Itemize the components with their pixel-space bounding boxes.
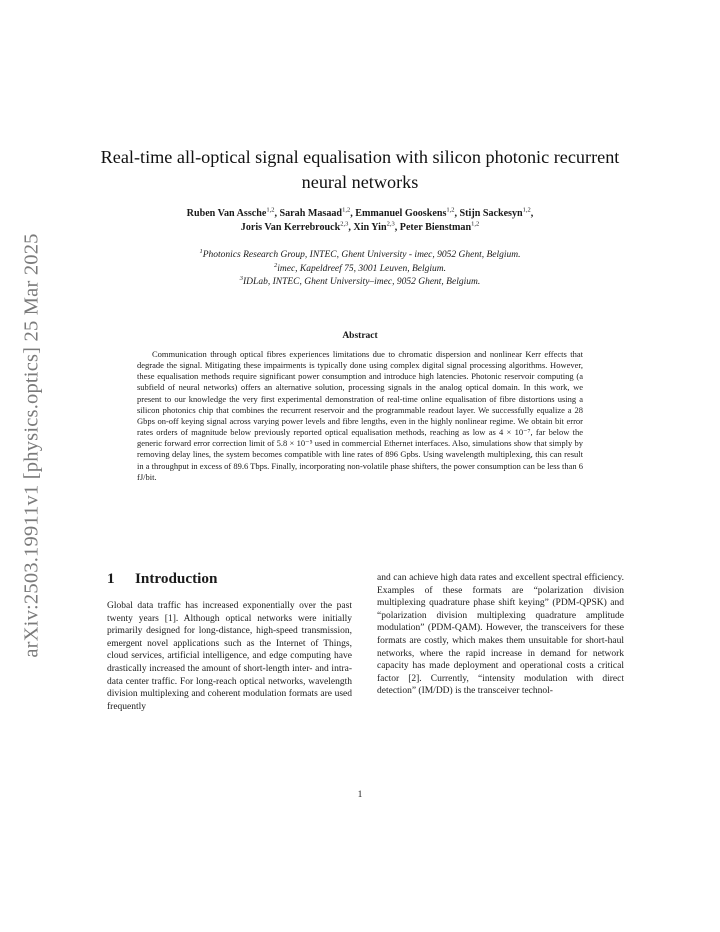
author-name: Peter Bienstman — [399, 221, 472, 233]
author-affiliation-mark: 2,3 — [340, 220, 349, 228]
author-name: Emmanuel Gooskens — [355, 208, 447, 219]
author-name: Xin Yin — [353, 221, 387, 233]
page-number: 1 — [357, 790, 363, 800]
arxiv-identifier-text: arXiv:2503.19911v1 [physics.optics] 25 Mar 2025 — [20, 232, 43, 658]
abstract-paragraph: Communication through optical fibres experiences limitations due to chromatic dispersion and nonlinear Kerr effects that degrade the signal. Mitigating these impairments is typically done using complex digital signal processing algorithms. However, these equalisation methods require significant power consumption and introduce high latencies. Photonic reservoir computing (a subfield of neural networks) offers an alternative solution, processing signals in the analog optical domain. In this work, we present to our knowledge the very first experimental demonstration of real-time online equalisation of fibre distortions using a silicon photonics chip that combines the recurrent reservoir and the programmable readout layer. We successfully equalize a 28 Gbps on-off keying signal across varying power levels and fibre lengths, even in the highly nonlinear regime. We obtain bit error rates orders of magnitude below previously reported optical equalisation methods, reaching as low as 4 × 10⁻⁷, far below the generic forward error correction limit of 5.8 × 10⁻⁵ used in commercial Ethernet interfaces. Also, simulations show that simply by removing delay lines, the system becomes compatible with line rates of 896 Gpbs. Using wavelength multiplexing, this can result in a throughput in excess of 89.6 Tbps. Finally, incorporating non-volatile phase shifters, the power consumption can be less than 6 fJ/bit. — [137, 349, 583, 482]
author-affiliation-mark: 2,3 — [386, 220, 395, 228]
section-number: 1 — [107, 570, 115, 587]
author-name: Sarah Masaad — [279, 208, 343, 219]
author-affiliation-mark: 1,2 — [446, 206, 455, 214]
author-name: Stijn Sackesyn — [459, 208, 523, 219]
arxiv-identifier-stamp — [17, 225, 47, 665]
author-affiliation-mark: 1,2 — [342, 206, 351, 214]
section-heading — [107, 569, 357, 589]
right-column — [377, 572, 624, 698]
left-column — [107, 600, 352, 713]
body-paragraph: and can achieve high data rates and excellent spectral efficiency. Examples of these formats are “polarization division multiplexing quadrature phase shift keying” (PDM-QPSK) and “polarization division multiplexing quadrature amplitude modulation” (PDM-QAM). However, the transceivers for these formats are costly, which makes them unsuitable for short-haul networks, where the rapid increase in demand for network capacity has made deployment and operational costs a critical factor [2]. Currently, “intensity modulation with direct detection” (IM/DD) is the transceiver technol- — [377, 573, 624, 697]
affiliation-mark: 2 — [273, 261, 278, 269]
body-paragraph: Global data traffic has increased exponentially over the past twenty years [1]. Although optical networks were initially primarily designed for long-distance, high-speed transmission, emergent novel applications such as the Internet of Things, cloud services, artificial intelligence, and edge computing have drastically increased the amount of short-length inter- and intra-data center traffic. For long-reach optical networks, wavelength division multiplexing and coherent modulation formats are used frequently — [107, 601, 352, 712]
abstract-body — [137, 349, 583, 483]
author-affiliation-mark: 1,2 — [266, 206, 275, 214]
author-affiliation-mark: 1,2 — [471, 220, 480, 228]
author-name: Joris Van Kerrebrouck — [240, 221, 341, 233]
affiliation-text: Photonics Research Group, INTEC, Ghent University - imec, 9052 Ghent, Belgium. — [202, 250, 521, 260]
author-list: Ruben Van Assche$^{1,2}$, Sarah Masaad$^{1,2}$, Emmanuel Gooskens$^{1,2}$, Stijn Sackesyn$^{1,2}$, Joris Van Kerrebrouck$^{2,3}$, Xin Yin$^{2,3}$, Peter Bienstman$^{1,2}$ — [186, 206, 534, 233]
affiliation-list — [100, 249, 620, 290]
section-title: Introduction — [135, 570, 218, 587]
affiliation-line — [100, 249, 620, 263]
author-affiliation-mark: 1,2 — [522, 206, 531, 214]
affiliation-text: IDLab, INTEC, Ghent University–imec, 9052 Ghent, Belgium. — [243, 277, 481, 288]
abstract-heading: Abstract — [342, 331, 378, 341]
affiliation-line — [100, 263, 620, 277]
affiliation-text: imec, Kapeldreef 75, 3001 Leuven, Belgium. — [277, 263, 446, 274]
affiliation-mark: 3 — [239, 275, 244, 283]
affiliation-mark: 1 — [199, 247, 203, 255]
affiliation-line — [100, 276, 620, 290]
author-name: Ruben Van Assche — [186, 208, 267, 219]
paper-title: Real-time all-optical signal equalisation with silicon photonic recurrent neural networks — [100, 147, 620, 192]
